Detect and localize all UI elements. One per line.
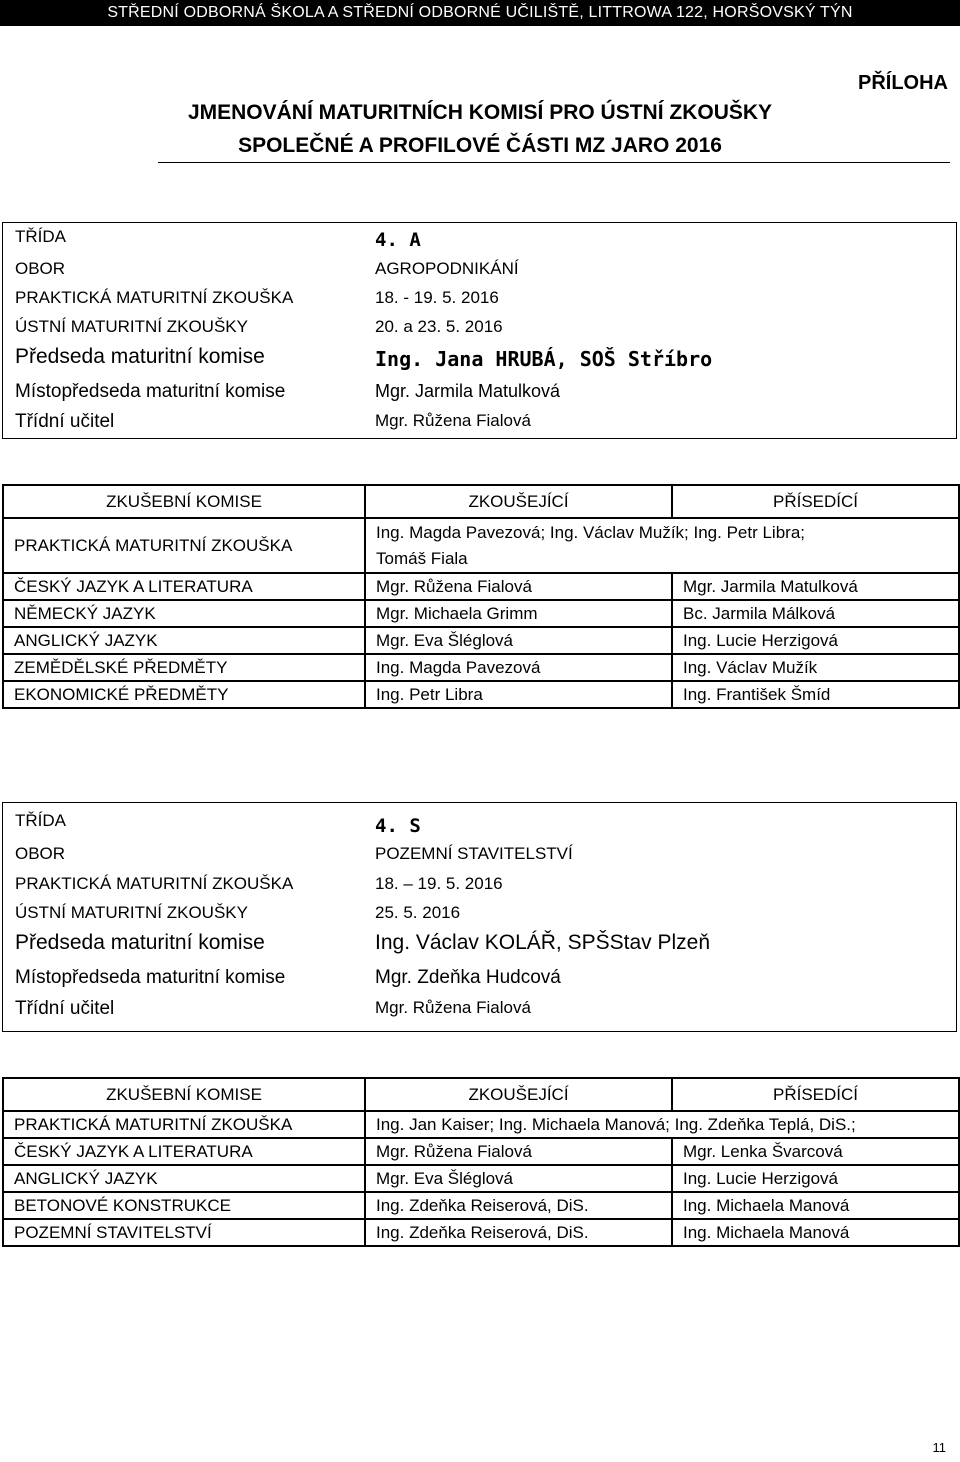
assessor-cell: Ing. Lucie Herzigová <box>672 1165 959 1192</box>
class-value: 4. A <box>375 229 421 251</box>
class-a-commission-table <box>2 484 960 709</box>
class-label: TŘÍDA <box>15 227 66 246</box>
class-teacher-label: Třídní učitel <box>15 998 115 1019</box>
practical-exam-date: 18. – 19. 5. 2016 <box>375 874 503 893</box>
table-row <box>3 1138 959 1165</box>
subject-cell: EKONOMICKÉ PŘEDMĚTY <box>3 681 365 708</box>
examiner-cell: Ing. Magda Pavezová <box>365 654 672 681</box>
practical-commission: Ing. Jan Kaiser; Ing. Michaela Manová; Ing. Zdeňka Teplá, DiS.; <box>365 1111 959 1138</box>
practical-subject: PRAKTICKÁ MATURITNÍ ZKOUŠKA <box>3 518 365 573</box>
examiner-cell: Mgr. Eva Šléglová <box>365 1165 672 1192</box>
table-row <box>3 1192 959 1219</box>
class-teacher-label: Třídní učitel <box>15 411 115 432</box>
header-assessor: PŘÍSEDÍCÍ <box>672 485 959 518</box>
chairman-value: Ing. Jana HRUBÁ, SOŠ Stříbro <box>375 347 713 371</box>
subject-cell: ZEMĚDĚLSKÉ PŘEDMĚTY <box>3 654 365 681</box>
subject-cell: NĚMECKÝ JAZYK <box>3 600 365 627</box>
subject-cell: ANGLICKÝ JAZYK <box>3 627 365 654</box>
oral-exam-date: 25. 5. 2016 <box>375 903 461 922</box>
practical-exam-row <box>3 518 959 573</box>
examiner-cell: Ing. Petr Libra <box>365 681 672 708</box>
assessor-cell: Ing. Michaela Manová <box>672 1219 959 1246</box>
header-examiner: ZKOUŠEJÍCÍ <box>365 1078 672 1111</box>
school-header: STŘEDNÍ ODBORNÁ ŠKOLA A STŘEDNÍ ODBORNÉ UČILIŠTĚ, LITTROWA 122, HORŠOVSKÝ TÝN <box>0 0 960 26</box>
class-s-info-box <box>2 802 957 1032</box>
header-examiner: ZKOUŠEJÍCÍ <box>365 485 672 518</box>
page-number: 11 <box>932 1440 946 1455</box>
assessor-cell: Ing. Michaela Manová <box>672 1192 959 1219</box>
attachment-label: PŘÍLOHA <box>858 72 948 94</box>
table-row <box>3 600 959 627</box>
vice-chairman-value: Mgr. Zdeňka Hudcová <box>375 967 561 988</box>
class-s-commission-table <box>2 1077 960 1247</box>
field-label: OBOR <box>15 259 66 278</box>
assessor-cell: Mgr. Lenka Švarcová <box>672 1138 959 1165</box>
header-commission: ZKUŠEBNÍ KOMISE <box>3 1078 365 1111</box>
vice-chairman-label: Místopředseda maturitní komise <box>15 967 286 988</box>
practical-commission-line-1: Ing. Magda Pavezová; Ing. Václav Mužík; Ing. Petr Libra; <box>376 522 806 542</box>
class-teacher-value: Mgr. Růžena Fialová <box>375 998 531 1017</box>
table-row <box>3 573 959 600</box>
table-row <box>3 1219 959 1246</box>
examiner-cell: Mgr. Růžena Fialová <box>365 573 672 600</box>
document-title <box>0 96 960 162</box>
class-a-info-box <box>2 222 957 439</box>
subject-cell: ČESKÝ JAZYK A LITERATURA <box>3 1138 365 1165</box>
oral-exam-label: ÚSTNÍ MATURITNÍ ZKOUŠKY <box>15 317 248 336</box>
assessor-cell: Bc. Jarmila Málková <box>672 600 959 627</box>
practical-exam-label: PRAKTICKÁ MATURITNÍ ZKOUŠKA <box>15 874 294 893</box>
table-row <box>3 681 959 708</box>
subject-cell: ANGLICKÝ JAZYK <box>3 1165 365 1192</box>
assessor-cell: Ing. Lucie Herzigová <box>672 627 959 654</box>
title-line-2: SPOLEČNÉ A PROFILOVÉ ČÁSTI MZ JARO 2016 <box>238 134 722 157</box>
assessor-cell: Mgr. Jarmila Matulková <box>672 573 959 600</box>
chairman-value: Ing. Václav KOLÁŘ, SPŠStav Plzeň <box>375 931 710 954</box>
practical-exam-row <box>3 1111 959 1138</box>
class-teacher-value: Mgr. Růžena Fialová <box>375 411 531 430</box>
chairman-label: Předseda maturitní komise <box>15 345 265 368</box>
examiner-cell: Ing. Zdeňka Reiserová, DiS. <box>365 1219 672 1246</box>
assessor-cell: Ing. František Šmíd <box>672 681 959 708</box>
examiner-cell: Mgr. Eva Šléglová <box>365 627 672 654</box>
examiner-cell: Mgr. Michaela Grimm <box>365 600 672 627</box>
class-value: 4. S <box>375 815 421 837</box>
title-divider <box>158 162 950 163</box>
field-label: OBOR <box>15 844 66 863</box>
assessor-cell: Ing. Václav Mužík <box>672 654 959 681</box>
header-assessor: PŘÍSEDÍCÍ <box>672 1078 959 1111</box>
field-value: POZEMNÍ STAVITELSTVÍ <box>375 844 573 863</box>
title-line-1: JMENOVÁNÍ MATURITNÍCH KOMISÍ PRO ÚSTNÍ ZKOUŠKY <box>187 101 773 124</box>
subject-cell: BETONOVÉ KONSTRUKCE <box>3 1192 365 1219</box>
table-header-row <box>3 1078 959 1111</box>
oral-exam-label: ÚSTNÍ MATURITNÍ ZKOUŠKY <box>15 903 248 922</box>
subject-cell: ČESKÝ JAZYK A LITERATURA <box>3 573 365 600</box>
examiner-cell: Mgr. Růžena Fialová <box>365 1138 672 1165</box>
class-label: TŘÍDA <box>15 811 66 830</box>
practical-exam-date: 18. - 19. 5. 2016 <box>375 288 499 307</box>
table-row <box>3 654 959 681</box>
table-row <box>3 1165 959 1192</box>
examiner-cell: Ing. Zdeňka Reiserová, DiS. <box>365 1192 672 1219</box>
practical-exam-label: PRAKTICKÁ MATURITNÍ ZKOUŠKA <box>15 288 294 307</box>
practical-subject: PRAKTICKÁ MATURITNÍ ZKOUŠKA <box>3 1111 365 1138</box>
table-header-row <box>3 485 959 518</box>
oral-exam-date: 20. a 23. 5. 2016 <box>375 317 503 336</box>
header-commission: ZKUŠEBNÍ KOMISE <box>3 485 365 518</box>
subject-cell: POZEMNÍ STAVITELSTVÍ <box>3 1219 365 1246</box>
vice-chairman-label: Místopředseda maturitní komise <box>15 381 286 402</box>
practical-commission <box>365 518 959 573</box>
chairman-label: Předseda maturitní komise <box>15 931 265 954</box>
practical-commission-line-2: Tomáš Fiala <box>376 548 468 568</box>
table-row <box>3 627 959 654</box>
field-value: AGROPODNIKÁNÍ <box>375 259 519 278</box>
vice-chairman-value: Mgr. Jarmila Matulková <box>375 381 561 401</box>
